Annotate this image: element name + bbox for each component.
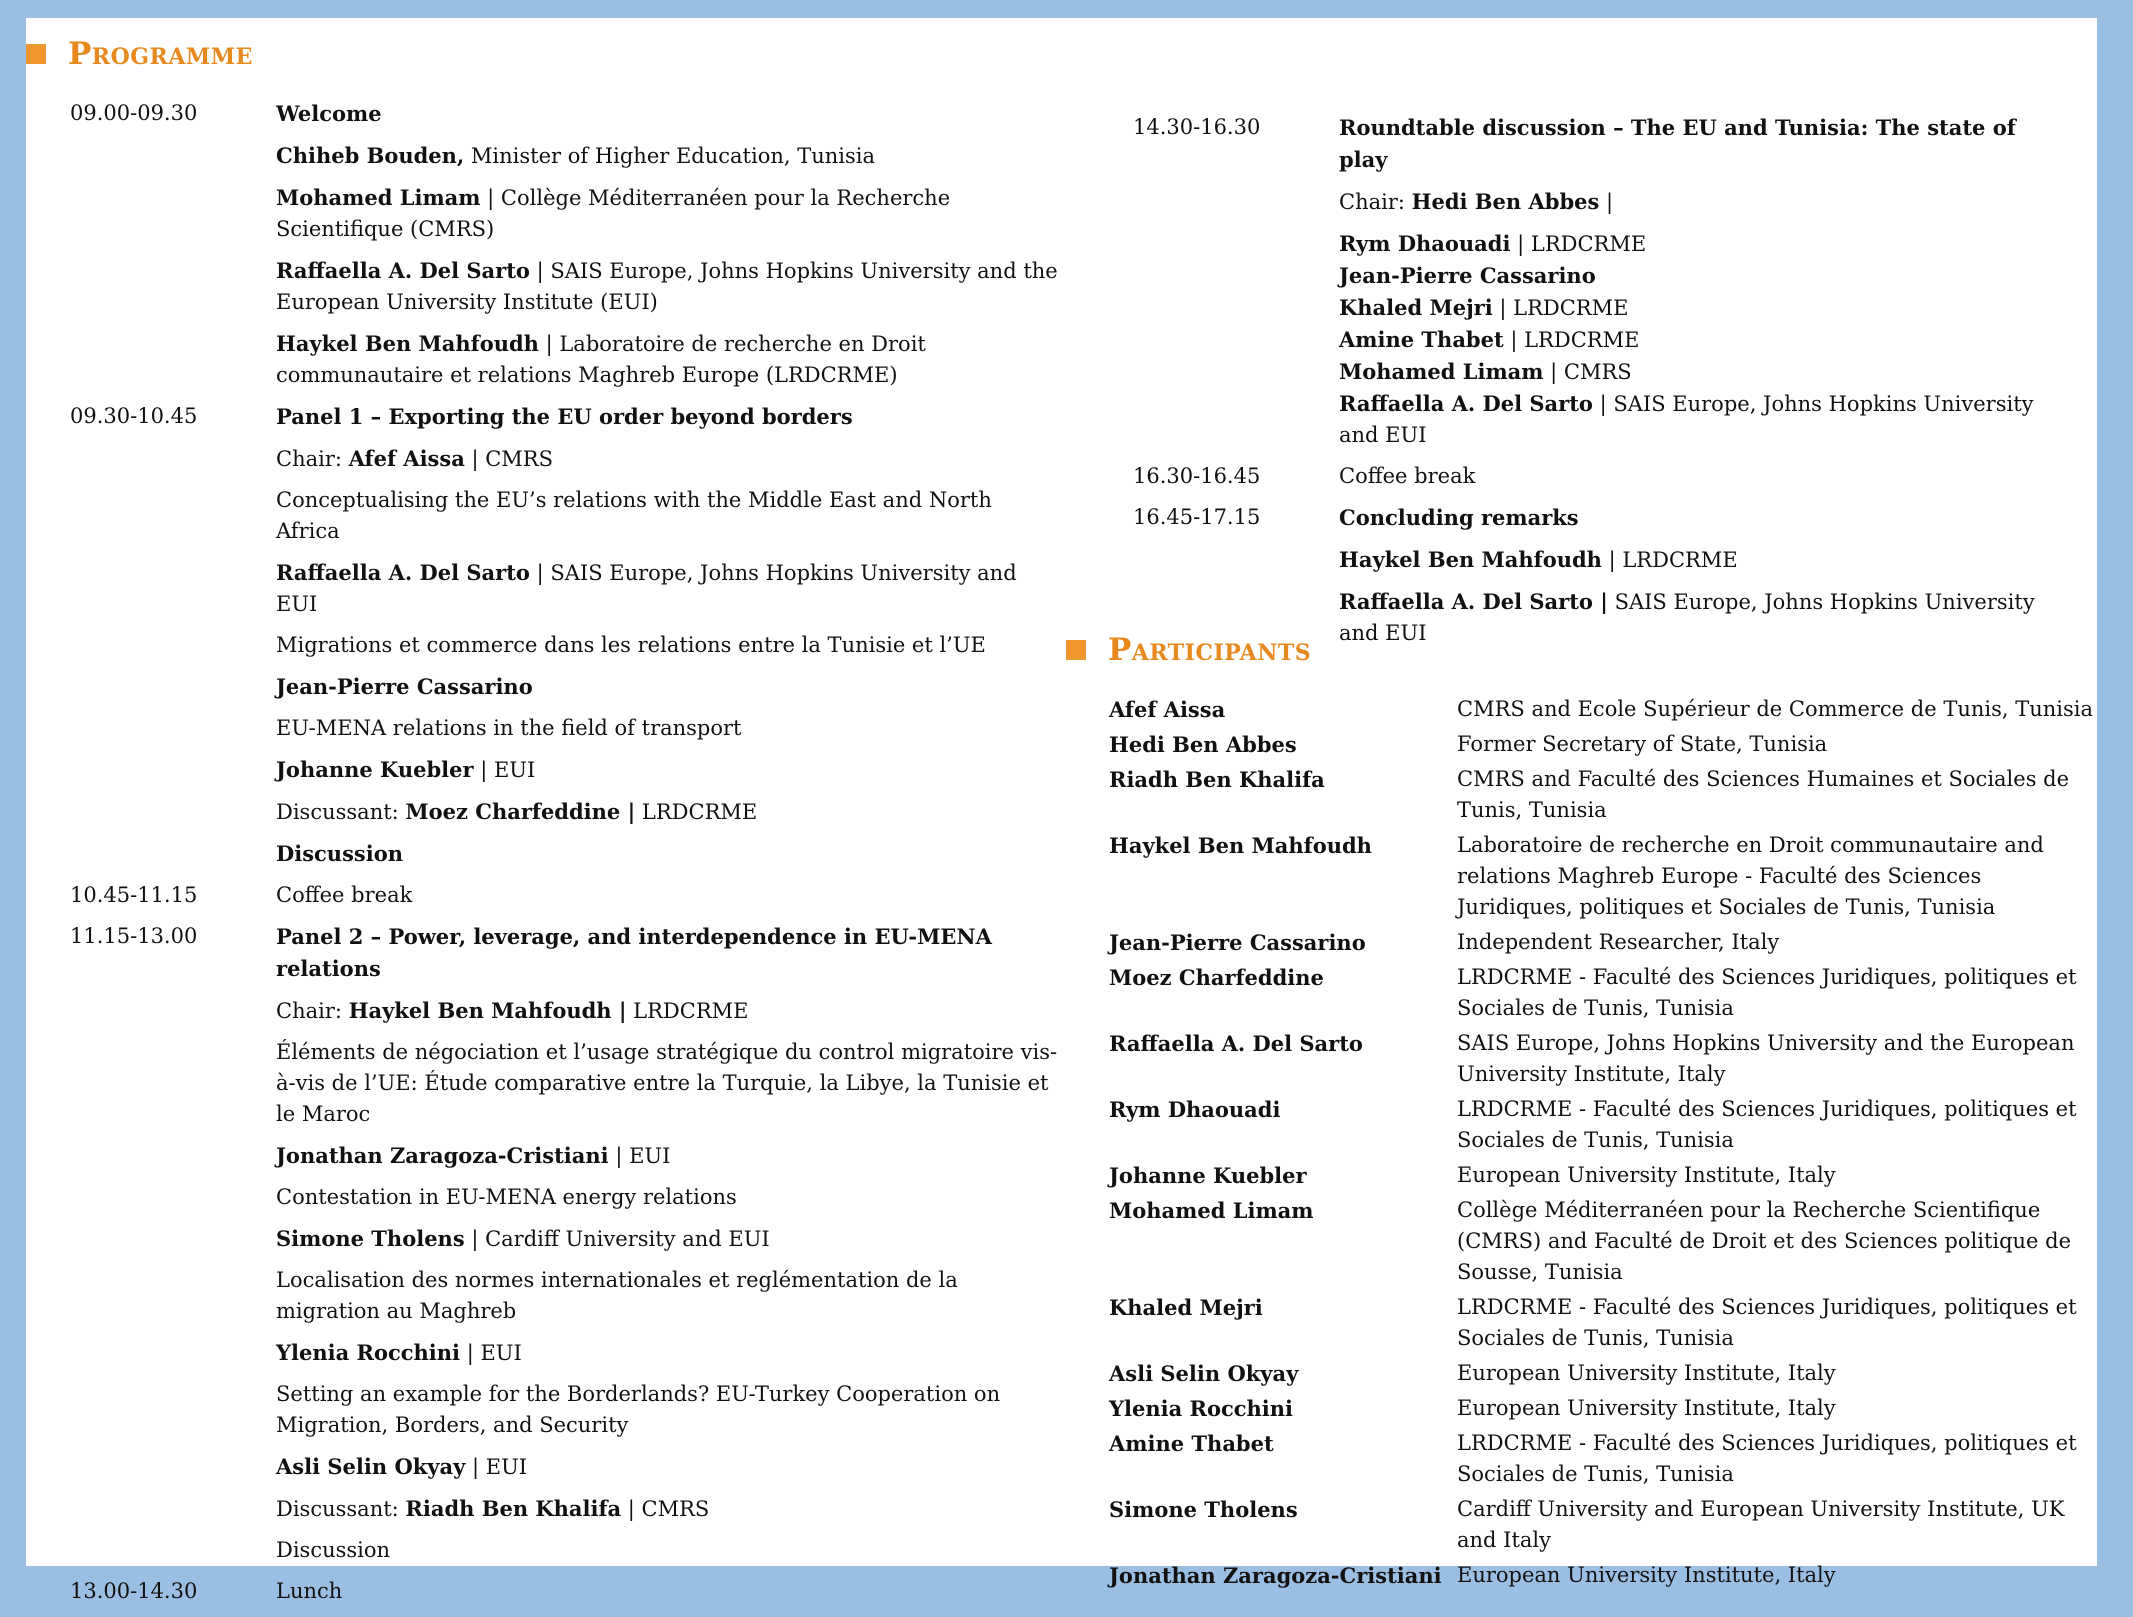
speaker-name: Simone Tholens [276, 1226, 465, 1251]
line-text: LRDCRME [626, 999, 749, 1023]
speaker-name: Johanne Kuebler [276, 757, 474, 782]
programme-line [276, 1037, 1060, 1130]
line-text: | [1599, 190, 1614, 214]
participant-name: Asli Selin Okyay [1109, 1361, 1299, 1386]
programme-line [276, 671, 1060, 703]
programme-line [276, 754, 1060, 786]
participants-list [1109, 694, 2099, 1595]
participant-affiliation: CMRS and Faculté des Sciences Humaines et Sociales de Tunis, Tunisia [1457, 767, 2070, 822]
line-text: | LRDCRME [1503, 328, 1640, 352]
slot-items [1339, 461, 2063, 502]
participant-name: Rym Dhaouadi [1109, 1097, 1281, 1122]
slot-time: 16.30-16.45 [1133, 464, 1261, 488]
line-text: | SAIS Europe, Johns Hopkins University and the European University Institute (EUI) [276, 259, 1058, 314]
participant-row [1109, 1393, 2099, 1424]
programme-slot [70, 401, 1060, 880]
line-text: Contestation in EU-MENA energy relations [276, 1185, 737, 1209]
programme-line [276, 1451, 1060, 1483]
participant-affiliation: European University Institute, Italy [1457, 1396, 1836, 1420]
participant-row [1109, 764, 2099, 826]
participant-name: Jean-Pierre Cassarino [1109, 930, 1366, 955]
programme-line [276, 921, 1060, 985]
speaker-name: Jonathan Zaragoza-Cristiani [276, 1143, 609, 1168]
speaker-name: Jean-Pierre Cassarino [276, 674, 533, 699]
line-text: Coffee break [276, 883, 413, 907]
programme-line [1339, 544, 2063, 576]
participant-affiliation: Independent Researcher, Italy [1457, 930, 1780, 954]
participant-affiliation: LRDCRME - Faculté des Sciences Juridiques, politiques et Sociales de Tunis, Tunisia [1457, 965, 2077, 1020]
speaker-name: Raffaella A. Del Sarto [276, 258, 530, 283]
participant-affiliation: LRDCRME - Faculté des Sciences Juridiques, politiques et Sociales de Tunis, Tunisia [1457, 1295, 2077, 1350]
line-text: EU-MENA relations in the field of transport [276, 716, 742, 740]
line-prefix: Chair: [276, 447, 349, 471]
programme-line [276, 255, 1060, 318]
programme-line [1339, 502, 2063, 534]
participant-name: Simone Tholens [1109, 1497, 1298, 1522]
participant-row [1109, 1160, 2099, 1191]
line-text: SAIS Europe, Johns Hopkins University and EUI [1339, 590, 2035, 645]
line-text: | Cardiff University and EUI [464, 1227, 770, 1251]
line-text: | EUI [460, 1341, 522, 1365]
document-page [26, 18, 2097, 1603]
slot-time: 09.30-10.45 [70, 404, 198, 428]
participant-affiliation: CMRS and Ecole Supérieur de Commerce de Tunis, Tunisia [1457, 697, 2094, 721]
programme-slot [1133, 461, 2063, 502]
slot-time: 14.30-16.30 [1133, 115, 1261, 139]
line-text: | CMRS [1543, 360, 1632, 384]
slot-time: 16.45-17.15 [1133, 505, 1261, 529]
programme-title: Programme [68, 36, 253, 72]
programme-line [276, 796, 1060, 828]
speaker-name: Concluding remarks [1339, 505, 1579, 530]
programme-line [276, 1337, 1060, 1369]
speaker-name: Mohamed Limam [276, 185, 481, 210]
participant-affiliation: European University Institute, Italy [1457, 1563, 1836, 1587]
participant-name: Amine Thabet [1109, 1431, 1274, 1456]
participant-name: Ylenia Rocchini [1109, 1396, 1294, 1421]
line-text: | EUI [473, 758, 536, 782]
participant-row [1109, 1195, 2099, 1288]
participant-affiliation: Former Secretary of State, Tunisia [1457, 732, 1828, 756]
programme-line [276, 880, 1060, 911]
speaker-name: Haykel Ben Mahfoudh | [348, 998, 627, 1023]
line-text: Éléments de négociation et l’usage stratégique du control migratoire vis-à-vis de l’UE: Étude comparative entre la Turquie, la Libye, la Tunisie et le Maroc [276, 1040, 1058, 1126]
participant-row [1109, 1428, 2099, 1490]
participant-row [1109, 927, 2099, 958]
programme-line [276, 140, 1060, 172]
programme-line [1339, 228, 2063, 260]
programme-line [276, 1265, 1060, 1327]
programme-line [276, 557, 1060, 620]
programme-line [1339, 324, 2063, 356]
line-text: Minister of Higher Education, Tunisia [464, 144, 875, 168]
participant-name: Riadh Ben Khalifa [1109, 767, 1325, 792]
orange-square-icon [1066, 640, 1086, 660]
participant-row [1109, 1292, 2099, 1354]
speaker-name: Roundtable discussion – The EU and Tunisia: The state of play [1339, 115, 2016, 172]
slot-time: 13.00-14.30 [70, 1579, 198, 1603]
speaker-name: Haykel Ben Mahfoudh [276, 331, 539, 356]
line-text: | Laboratoire de recherche en Droit communautaire et relations Maghreb Europe (LRDCRME) [276, 332, 926, 387]
participant-name: Raffaella A. Del Sarto [1109, 1031, 1363, 1056]
programme-line [276, 630, 1060, 661]
participant-affiliation: Collège Méditerranéen pour la Recherche Scientifique (CMRS) and Faculté de Droit et des Sciences politique de Sousse, Tunisia [1457, 1198, 2072, 1284]
line-prefix: Discussant: [276, 800, 406, 824]
speaker-name: Mohamed Limam [1339, 359, 1544, 384]
programme-line [276, 328, 1060, 391]
participant-affiliation: European University Institute, Italy [1457, 1163, 1836, 1187]
line-text: LRDCRME [635, 800, 758, 824]
line-prefix: Discussant: [276, 1497, 406, 1521]
line-text: Setting an example for the Borderlands? EU-Turkey Cooperation on Migration, Borders, and Security [276, 1382, 1001, 1437]
speaker-name: Riadh Ben Khalifa [405, 1496, 622, 1521]
participants-title: Participants [1108, 632, 1312, 668]
speaker-name: Asli Selin Okyay [276, 1454, 466, 1479]
speaker-name: Panel 1 – Exporting the EU order beyond borders [276, 404, 853, 429]
participant-affiliation: SAIS Europe, Johns Hopkins University and the European University Institute, Italy [1457, 1031, 2075, 1086]
programme-line [1339, 260, 2063, 292]
programme-slot [70, 98, 1060, 401]
speaker-name: Chiheb Bouden, [276, 143, 465, 168]
programme-left-column [70, 98, 1060, 1617]
slot-items [276, 401, 1060, 880]
participant-row [1109, 694, 2099, 725]
line-text: | SAIS Europe, Johns Hopkins University and EUI [1339, 392, 2034, 447]
slot-time: 10.45-11.15 [70, 883, 198, 907]
programme-line [276, 1535, 1060, 1566]
line-text: | EUI [465, 1455, 528, 1479]
programme-line [276, 1182, 1060, 1213]
programme-line [276, 401, 1060, 433]
programme-line [1339, 112, 2063, 176]
speaker-name: Haykel Ben Mahfoudh [1339, 547, 1602, 572]
participant-row [1109, 1094, 2099, 1156]
programme-line [1339, 388, 2063, 451]
speaker-name: Amine Thabet [1339, 327, 1504, 352]
programme-line [276, 443, 1060, 475]
speaker-name: Afef Aissa [348, 446, 465, 471]
participant-row [1109, 962, 2099, 1024]
participant-row [1109, 1028, 2099, 1090]
programme-slot [1133, 112, 2063, 461]
programme-line [276, 1493, 1060, 1525]
slot-time: 09.00-09.30 [70, 101, 198, 125]
slot-items [1339, 112, 2063, 461]
line-text: Coffee break [1339, 464, 1476, 488]
programme-line [276, 182, 1060, 245]
participant-name: Jonathan Zaragoza-Cristiani [1109, 1563, 1442, 1588]
programme-slot [70, 1576, 1060, 1617]
participant-row [1109, 1494, 2099, 1556]
participant-affiliation: Cardiff University and European University Institute, UK and Italy [1457, 1497, 2065, 1552]
line-text: | LRDCRME [1510, 232, 1647, 256]
programme-slot [70, 921, 1060, 1576]
participant-affiliation: LRDCRME - Faculté des Sciences Juridiques, politiques et Sociales de Tunis, Tunisia [1457, 1097, 2077, 1152]
line-text: | CMRS [621, 1497, 710, 1521]
programme-line [276, 838, 1060, 870]
line-text: | CMRS [464, 447, 554, 471]
programme-heading [26, 36, 253, 72]
participant-name: Johanne Kuebler [1109, 1163, 1307, 1188]
speaker-name: Raffaella A. Del Sarto [276, 560, 530, 585]
slot-items [276, 880, 1060, 921]
programme-line [1339, 586, 2063, 649]
programme-line [276, 1576, 1060, 1607]
participant-affiliation: LRDCRME - Faculté des Sciences Juridiques, politiques et Sociales de Tunis, Tunisia [1457, 1431, 2077, 1486]
line-text: Lunch [276, 1579, 343, 1603]
line-text: Migrations et commerce dans les relations entre la Tunisie et l’UE [276, 633, 986, 657]
programme-line [1339, 461, 2063, 492]
programme-line [276, 1223, 1060, 1255]
speaker-name: Discussion [276, 841, 403, 866]
speaker-name: Ylenia Rocchini [276, 1340, 461, 1365]
programme-right-column [1133, 112, 2063, 659]
slot-items [276, 98, 1060, 401]
participant-name: Hedi Ben Abbes [1109, 732, 1297, 757]
participant-affiliation: European University Institute, Italy [1457, 1361, 1836, 1385]
speaker-name: Jean-Pierre Cassarino [1339, 263, 1596, 288]
participant-row [1109, 1358, 2099, 1389]
line-text: | LRDCRME [1492, 296, 1629, 320]
programme-line [276, 1140, 1060, 1172]
line-text: Conceptualising the EU’s relations with the Middle East and North Africa [276, 488, 992, 543]
line-text: Discussion [276, 1538, 391, 1562]
programme-slot [70, 880, 1060, 921]
speaker-name: Raffaella A. Del Sarto [1339, 391, 1593, 416]
line-text: Localisation des normes internationales et reglémentation de la migration au Maghreb [276, 1268, 958, 1323]
speaker-name: Rym Dhaouadi [1339, 231, 1511, 256]
participant-name: Mohamed Limam [1109, 1198, 1314, 1223]
participant-row [1109, 830, 2099, 923]
programme-line [276, 1379, 1060, 1441]
programme-line [1339, 186, 2063, 218]
line-text: | LRDCRME [1601, 548, 1738, 572]
participant-name: Afef Aissa [1109, 697, 1226, 722]
line-text: | EUI [608, 1144, 671, 1168]
slot-items [1339, 502, 2063, 659]
speaker-list [1339, 228, 2063, 451]
speaker-name: Welcome [276, 101, 382, 126]
speaker-name: Khaled Mejri [1339, 295, 1493, 320]
line-prefix: Chair: [1339, 190, 1412, 214]
programme-line [276, 713, 1060, 744]
participant-row [1109, 1560, 2099, 1591]
speaker-name: Raffaella A. Del Sarto | [1339, 589, 1608, 614]
participant-name: Moez Charfeddine [1109, 965, 1324, 990]
participant-row [1109, 729, 2099, 760]
programme-line [276, 485, 1060, 547]
programme-line [276, 995, 1060, 1027]
programme-line [1339, 292, 2063, 324]
programme-line [276, 98, 1060, 130]
speaker-name: Moez Charfeddine | [405, 799, 636, 824]
line-prefix: Chair: [276, 999, 349, 1023]
line-text: | SAIS Europe, Johns Hopkins University and EUI [276, 561, 1017, 616]
participant-name: Khaled Mejri [1109, 1295, 1263, 1320]
line-text: | Collège Méditerranéen pour la Recherche Scientifique (CMRS) [276, 186, 951, 241]
slot-time: 11.15-13.00 [70, 924, 198, 948]
slot-items [276, 921, 1060, 1576]
programme-line [1339, 356, 2063, 388]
speaker-name: Panel 2 – Power, leverage, and interdependence in EU-MENA relations [276, 924, 992, 981]
speaker-name: Hedi Ben Abbes [1411, 189, 1600, 214]
participant-name: Haykel Ben Mahfoudh [1109, 833, 1372, 858]
participant-affiliation: Laboratoire de recherche en Droit communautaire and relations Maghreb Europe - Faculté des Sciences Juridiques, politiques et Sociales de Tunis, Tunisia [1457, 833, 2044, 919]
orange-square-icon [26, 44, 46, 64]
participants-heading [1066, 632, 1311, 668]
slot-items [276, 1576, 1060, 1617]
